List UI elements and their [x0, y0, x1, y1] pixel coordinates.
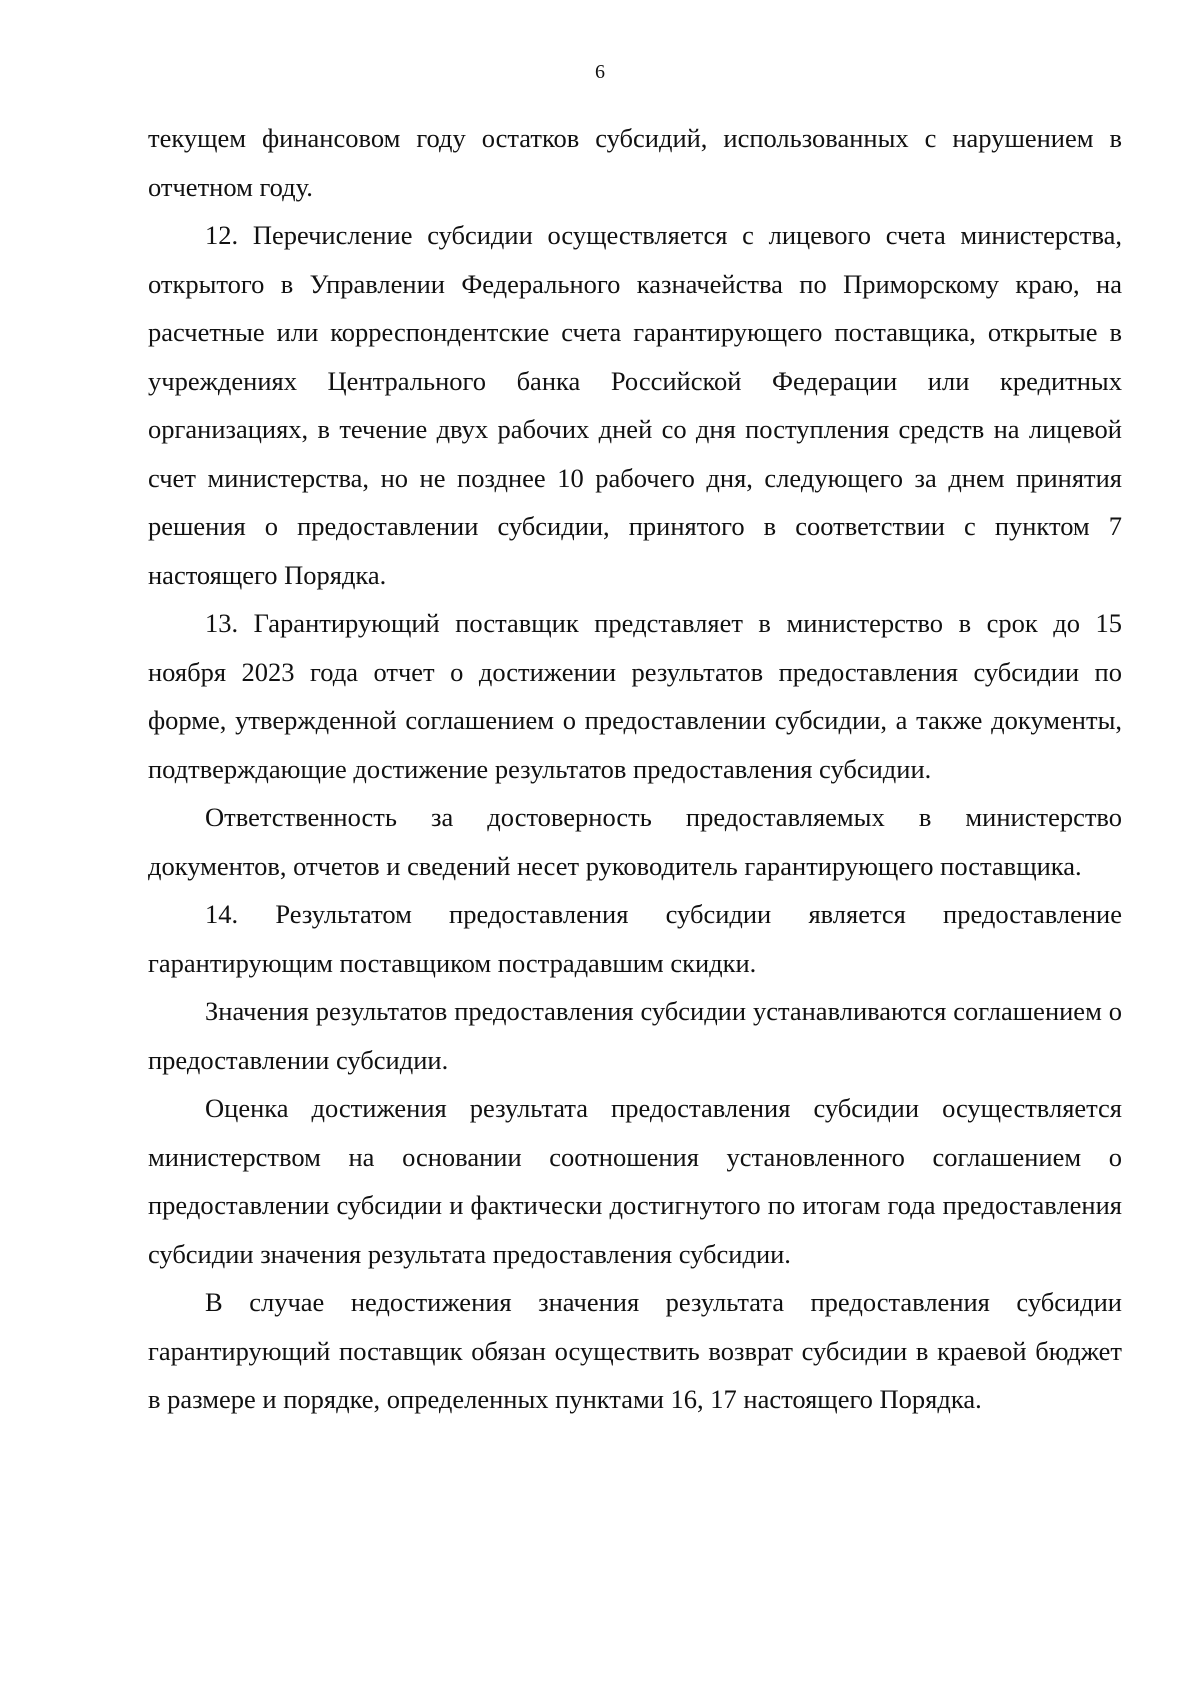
paragraph-refund: В случае недостижения значения результата предоставления субсидии гарантирующий поставщик обязан осуществить возврат субсидии в краевой бюджет в размере и порядке, определенных пунктами 16, 17 настоящего Порядка. [148, 1287, 1122, 1414]
paragraph-continuation: текущем финансовом году остатков субсидий, использованных с нарушением в отчетном году. [148, 123, 1122, 202]
document-body [148, 114, 1122, 1424]
paragraph-result-values: Значения результатов предоставления субсидии устанавливаются соглашением о предоставлении субсидии. [148, 996, 1122, 1075]
paragraph-item-12: 12. Перечисление субсидии осуществляется с лицевого счета министерства, открытого в Управлении Федерального казначейства по Приморскому краю, на расчетные или корреспондентские счета гарантирующего поставщика, открытые в учреждениях Центрального банка Российской Федерации или кредитных организациях, в течение двух рабочих дней со дня поступления средств на лицевой счет министерства, но не позднее 10 рабочего дня, следующего за днем принятия решения о предоставлении субсидии, принятого в соответствии с пунктом 7 настоящего Порядка. [148, 220, 1122, 590]
paragraph-result-evaluation: Оценка достижения результата предоставления субсидии осуществляется министерством на основании соотношения установленного соглашением о предоставлении субсидии и фактически достигнутого по итогам года предоставления субсидии значения результата предоставления субсидии. [148, 1093, 1122, 1269]
paragraph-item-14: 14. Результатом предоставления субсидии является предоставление гарантирующим поставщиком пострадавшим скидки. [148, 899, 1122, 978]
paragraph-item-13: 13. Гарантирующий поставщик представляет в министерство в срок до 15 ноября 2023 года отчет о достижении результатов предоставления субсидии по форме, утвержденной соглашением о предоставлении субсидии, а также документы, подтверждающие достижение результатов предоставления субсидии. [148, 608, 1122, 784]
paragraph-responsibility: Ответственность за достоверность предоставляемых в министерство документов, отчетов и сведений несет руководитель гарантирующего поставщика. [148, 802, 1122, 881]
page-number: 6 [595, 61, 605, 83]
